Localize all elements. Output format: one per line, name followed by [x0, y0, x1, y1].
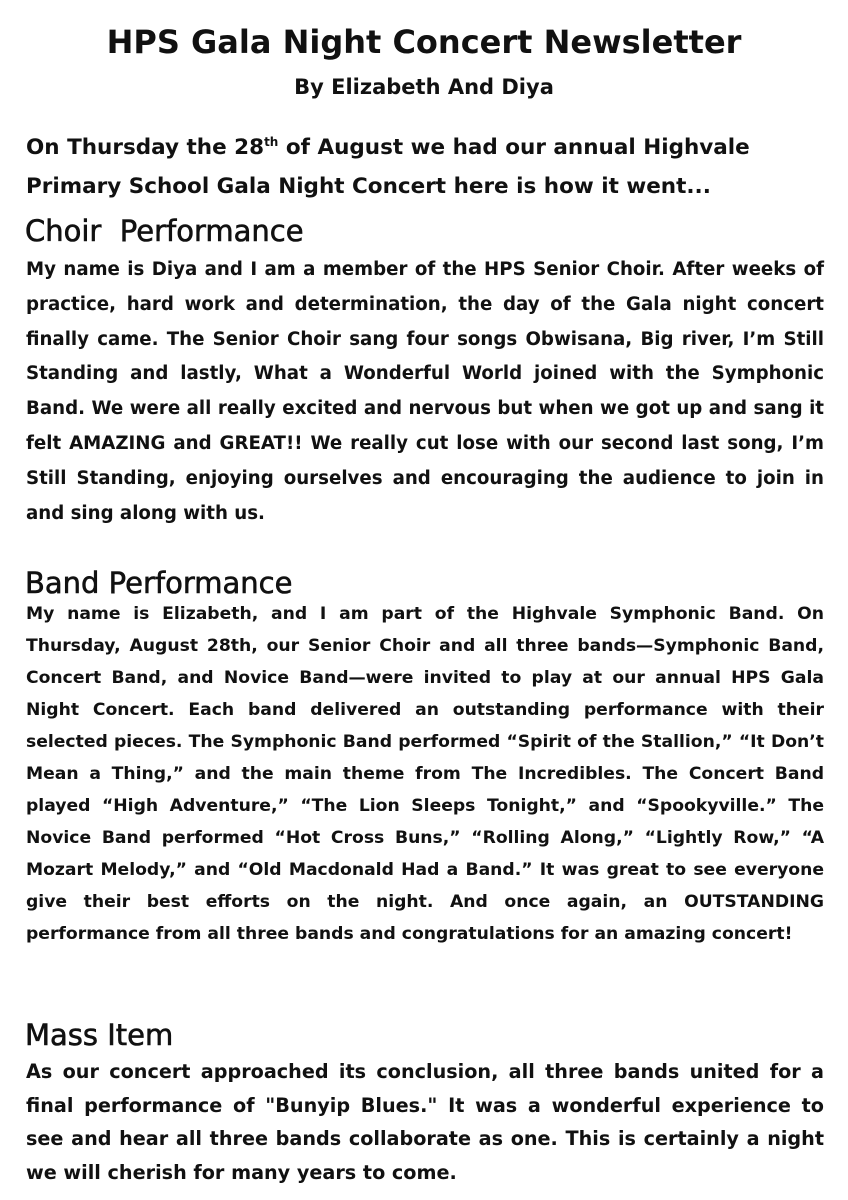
choir-section-text: My name is Diya and I am a member of the HPS Senior Choir. After weeks of practice, hard work and determination, the day of the Gala night concert finally came. The Senior Choir sang four songs Obwisana, Big river, I’m Still Standing and lastly, What a Wonderful World joined with the Symphonic Band. We were all really excited and nervous but when we got up and sang it felt AMAZING and GREAT!! We really cut lose with our second last song, I’m Still Standing, enjoying ourselves and encouraging the audience to join in and sing along with us. — [26, 259, 824, 524]
choir-section-heading: Choir Performance — [25, 214, 304, 248]
ordinal-suffix: th — [264, 134, 279, 149]
intro-paragraph — [26, 128, 826, 206]
intro-text-start: On Thursday the 28 — [26, 135, 265, 160]
byline: By Elizabeth And Diya — [294, 75, 554, 99]
band-section-heading: Band Performance — [25, 566, 293, 600]
page-title: HPS Gala Night Concert Newsletter — [106, 23, 742, 61]
mass-item-section-heading: Mass Item — [25, 1018, 174, 1052]
band-section-text: My name is Elizabeth, and I am part of the Highvale Symphonic Band. On Thursday, August 28th, our Senior Choir and all three bands—Symphonic Band, Concert Band, and Novice Band—were invited to play at our annual HPS Gala Night Concert. Each band delivered an outstanding performance with their selected pieces. The Symphonic Band performed “Spirit of the Stallion,” “It Don’t Mean a Thing,” and the main theme from The Incredibles. The Concert Band played “High Adventure,” “The Lion Sleeps Tonight,” and “Spookyville.” The Novice Band performed “Hot Cross Buns,” “Rolling Along,” “Lightly Row,” “A Mozart Melody,” and “Old Macdonald Had a Band.” It was great to see everyone give their best efforts on the night. And once again, an OUTSTANDING performance from all three bands and congratulations for an amazing concert! — [26, 604, 824, 944]
intro-text-end: of August we had our annual Highvale Primary School Gala Night Concert here is how it went... — [26, 135, 750, 199]
mass-item-section-text: As our concert approached its conclusion, all three bands united for a final performance of "Bunyip Blues." It was a wonderful experience to see and hear all three bands collaborate as one. This is certainly a night we will cherish for many years to come. — [26, 1060, 824, 1184]
